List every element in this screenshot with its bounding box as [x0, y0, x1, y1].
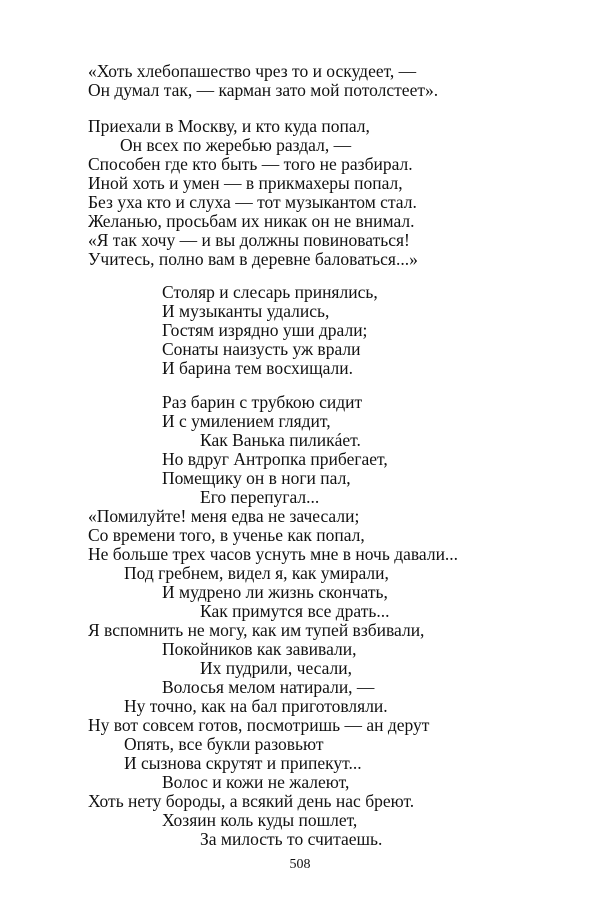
poem-line: «Помилуйте! меня едва не зачесали;	[88, 506, 360, 526]
poem-line: Со времени того, в ученье как попал,	[88, 525, 365, 545]
poem-line: «Хоть хлебопашество чрез то и оскудеет, —	[88, 61, 417, 81]
poem-line: Желанью, просьбам их никак он не внимал.	[88, 211, 415, 231]
poem-line: Ну вот совсем готов, посмотришь — ан дерут	[88, 715, 430, 735]
poem-line: Учитесь, полно вам в деревне баловаться...»	[88, 249, 418, 269]
poem-line: Хоть нету бороды, а всякий день нас бреют.	[88, 791, 415, 811]
poem-line: И музыканты удались,	[162, 301, 330, 321]
poem-line: Волосья мелом натирали, —	[162, 677, 375, 697]
poem-line: За милость то считаешь.	[200, 829, 383, 849]
poem-line: Его перепугал...	[200, 487, 320, 507]
poem-line: Опять, все букли разовьют	[124, 734, 324, 754]
poem-line: Он думал так, — карман зато мой потолстеет».	[88, 80, 439, 100]
poem-line: Под гребнем, видел я, как умирали,	[124, 563, 389, 583]
page-number: 508	[289, 857, 311, 872]
poem-line: И барина тем восхищали.	[162, 358, 354, 378]
poem-line: Волос и кожи не жалеют,	[162, 772, 350, 792]
poem-line: Столяр и слесарь принялись,	[162, 282, 378, 302]
poem-line: Раз барин с трубкою сидит	[162, 392, 363, 412]
poem-line: Иной хоть и умен — в прикмахеры попал,	[88, 173, 403, 193]
poem-line: И с умилением глядит,	[162, 411, 331, 431]
poem-line: Как Ванька пиликáет.	[200, 430, 361, 450]
poem-line: Гостям изрядно уши драли;	[162, 320, 368, 340]
poem-line: Ну точно, как на бал приготовляли.	[124, 696, 388, 716]
poem-line: Их пудрили, чесали,	[200, 658, 353, 678]
poem-line: Как примутся все драть...	[200, 601, 390, 621]
poem-line: И сызнова скрутят и припекут...	[124, 753, 362, 773]
poem-line: Помещику он в ноги пал,	[162, 468, 351, 488]
poem-line: Приехали в Москву, и кто куда попал,	[88, 116, 370, 136]
poem-line: Он всех по жеребью раздал, —	[120, 135, 352, 155]
poem-line: Но вдруг Антропка прибегает,	[162, 449, 388, 469]
poem-line: Без уха кто и слуха — тот музыкантом стал.	[88, 192, 417, 212]
poem-line: И мудрено ли жизнь скончать,	[162, 582, 388, 602]
poem-line: Способен где кто быть — того не разбирал.	[88, 154, 413, 174]
poem-line: «Я так хочу — и вы должны повиноваться!	[88, 230, 410, 250]
poem-line: Хозяин коль куды пошлет,	[162, 810, 358, 830]
poem-line: Я вспомнить не могу, как им тупей взбивали,	[88, 620, 425, 640]
poem-line: Покойников как завивали,	[162, 639, 357, 659]
poem-line: Не больше трех часов уснуть мне в ночь давали...	[88, 544, 459, 564]
poem-line: Сонаты наизусть уж врали	[162, 339, 361, 359]
